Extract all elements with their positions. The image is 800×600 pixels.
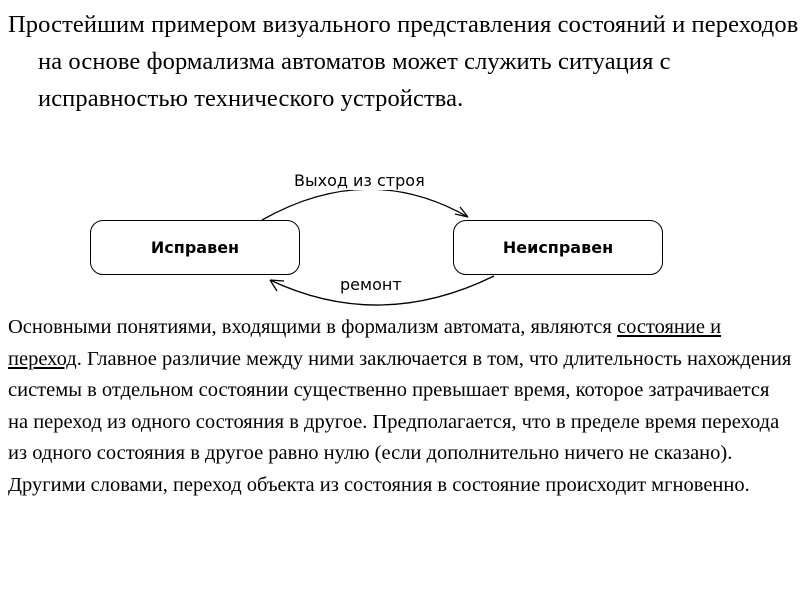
- repair-transition-label: ремонт: [340, 275, 402, 294]
- body-text-part-2: . Главное различие между ними заключается в том, что длительность нахождения системы в отдельном состоянии существенно превышает время, которое затрачивается на переход из одного состояния в другое. Предполагается, что в пределе время перехода из одного состояния в другое равно нулю (если дополнительно ничего не сказано). Другими словами, переход объекта из состояния в состояние происходит мгновенно.: [8, 347, 792, 496]
- state-diagram: [0, 160, 800, 310]
- state-working-label: Исправен: [150, 238, 240, 257]
- failure-transition-label: Выход из строя: [294, 171, 425, 190]
- state-working-box: [90, 220, 300, 275]
- failure-arrowhead: [455, 207, 468, 217]
- state-broken-box: [453, 220, 663, 275]
- body-paragraph: [8, 312, 793, 501]
- body-text-part-1: Основными понятиями, входящими в формализм автомата, являются: [8, 316, 617, 338]
- state-broken-label: Неисправен: [502, 238, 614, 257]
- failure-transition-arrow: [262, 189, 468, 220]
- underlined-term: состояние и переход: [8, 316, 722, 370]
- intro-paragraph: Простейшим примером визуального представления состояний и переходов на основе формализма автоматов может служить ситуация с исправностью технического устройства.: [8, 11, 799, 112]
